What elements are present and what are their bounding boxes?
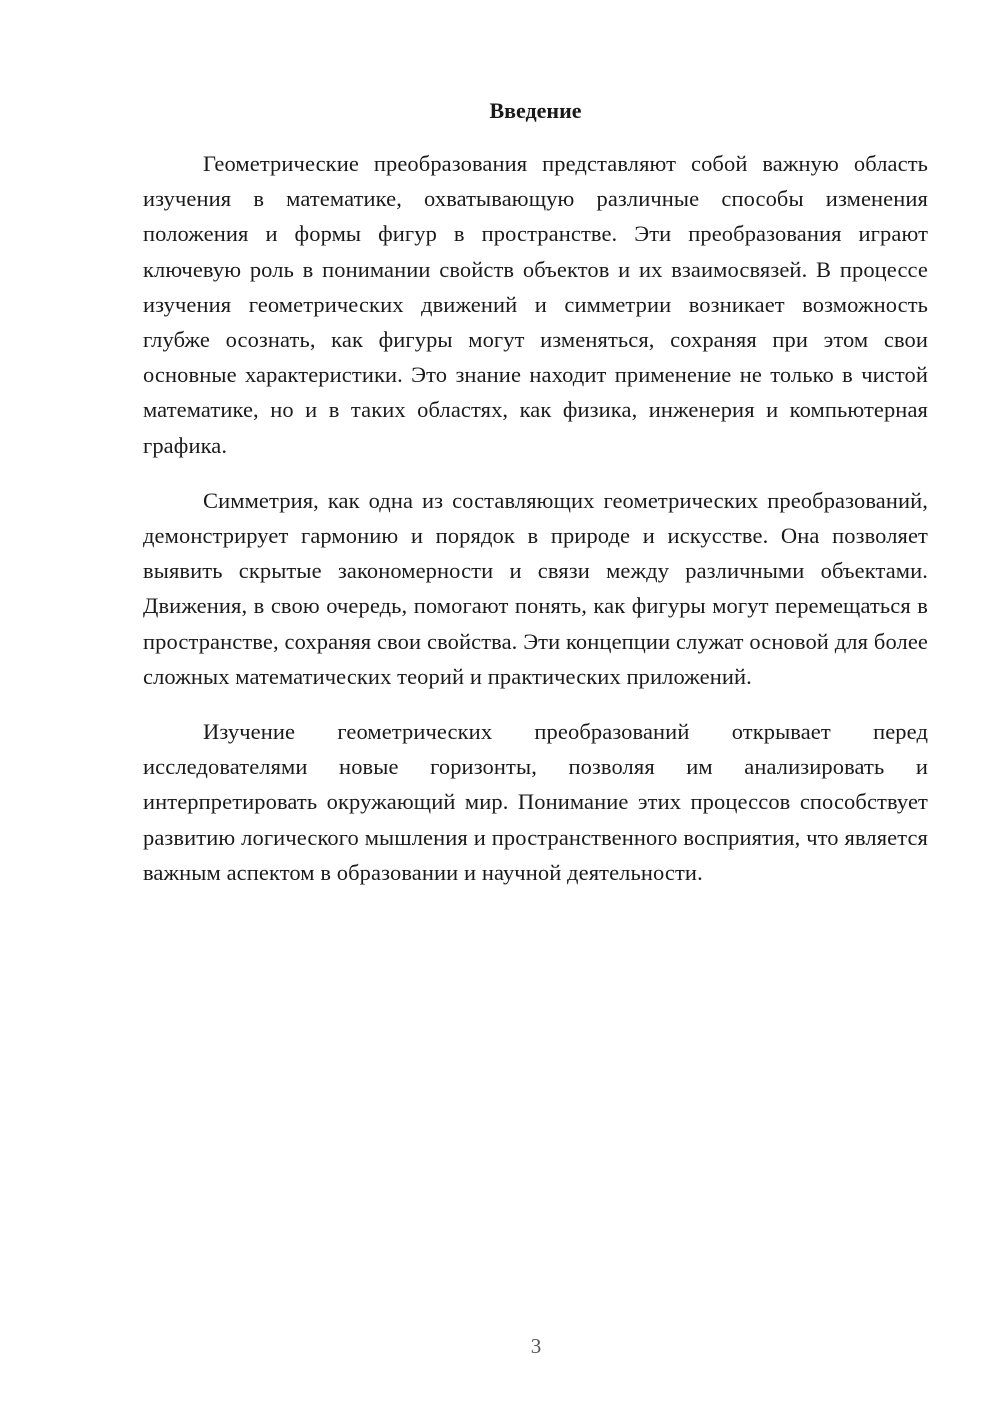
- page-number: 3: [530, 1334, 542, 1358]
- paragraph-3: Изучение геометрических преобразований открывает перед исследователями новые горизонты, позволяя им анализировать и интерпретировать окружающий мир. Понимание этих процессов способствует развитию логического мышления и пространственного восприятия, что является важным аспектом в образовании и научной деятельности.: [143, 719, 928, 885]
- paragraph-1: Геометрические преобразования представляют собой важную область изучения в математике, охватывающую различные способы изменения положения и формы фигур в пространстве. Эти преобразования играют ключевую роль в понимании свойств объектов и их взаимосвязей. В процессе изучения геометрических движений и симметрии возникает возможность глубже осознать, как фигуры могут изменяться, сохраняя при этом свои основные характеристики. Это знание находит применение не только в чистой математике, но и в таких областях, как физика, инженерия и компьютерная графика.: [143, 151, 928, 458]
- paragraph-2: Симметрия, как одна из составляющих геометрических преобразований, демонстрирует гармонию и порядок в природе и искусстве. Она позволяет выявить скрытые закономерности и связи между различными объектами. Движения, в свою очередь, помогают понять, как фигуры могут перемещаться в пространстве, сохраняя свои свойства. Эти концепции служат основой для более сложных математических теорий и практических приложений.: [143, 487, 928, 689]
- page-content: [143, 96, 928, 910]
- section-title: Введение: [489, 98, 582, 123]
